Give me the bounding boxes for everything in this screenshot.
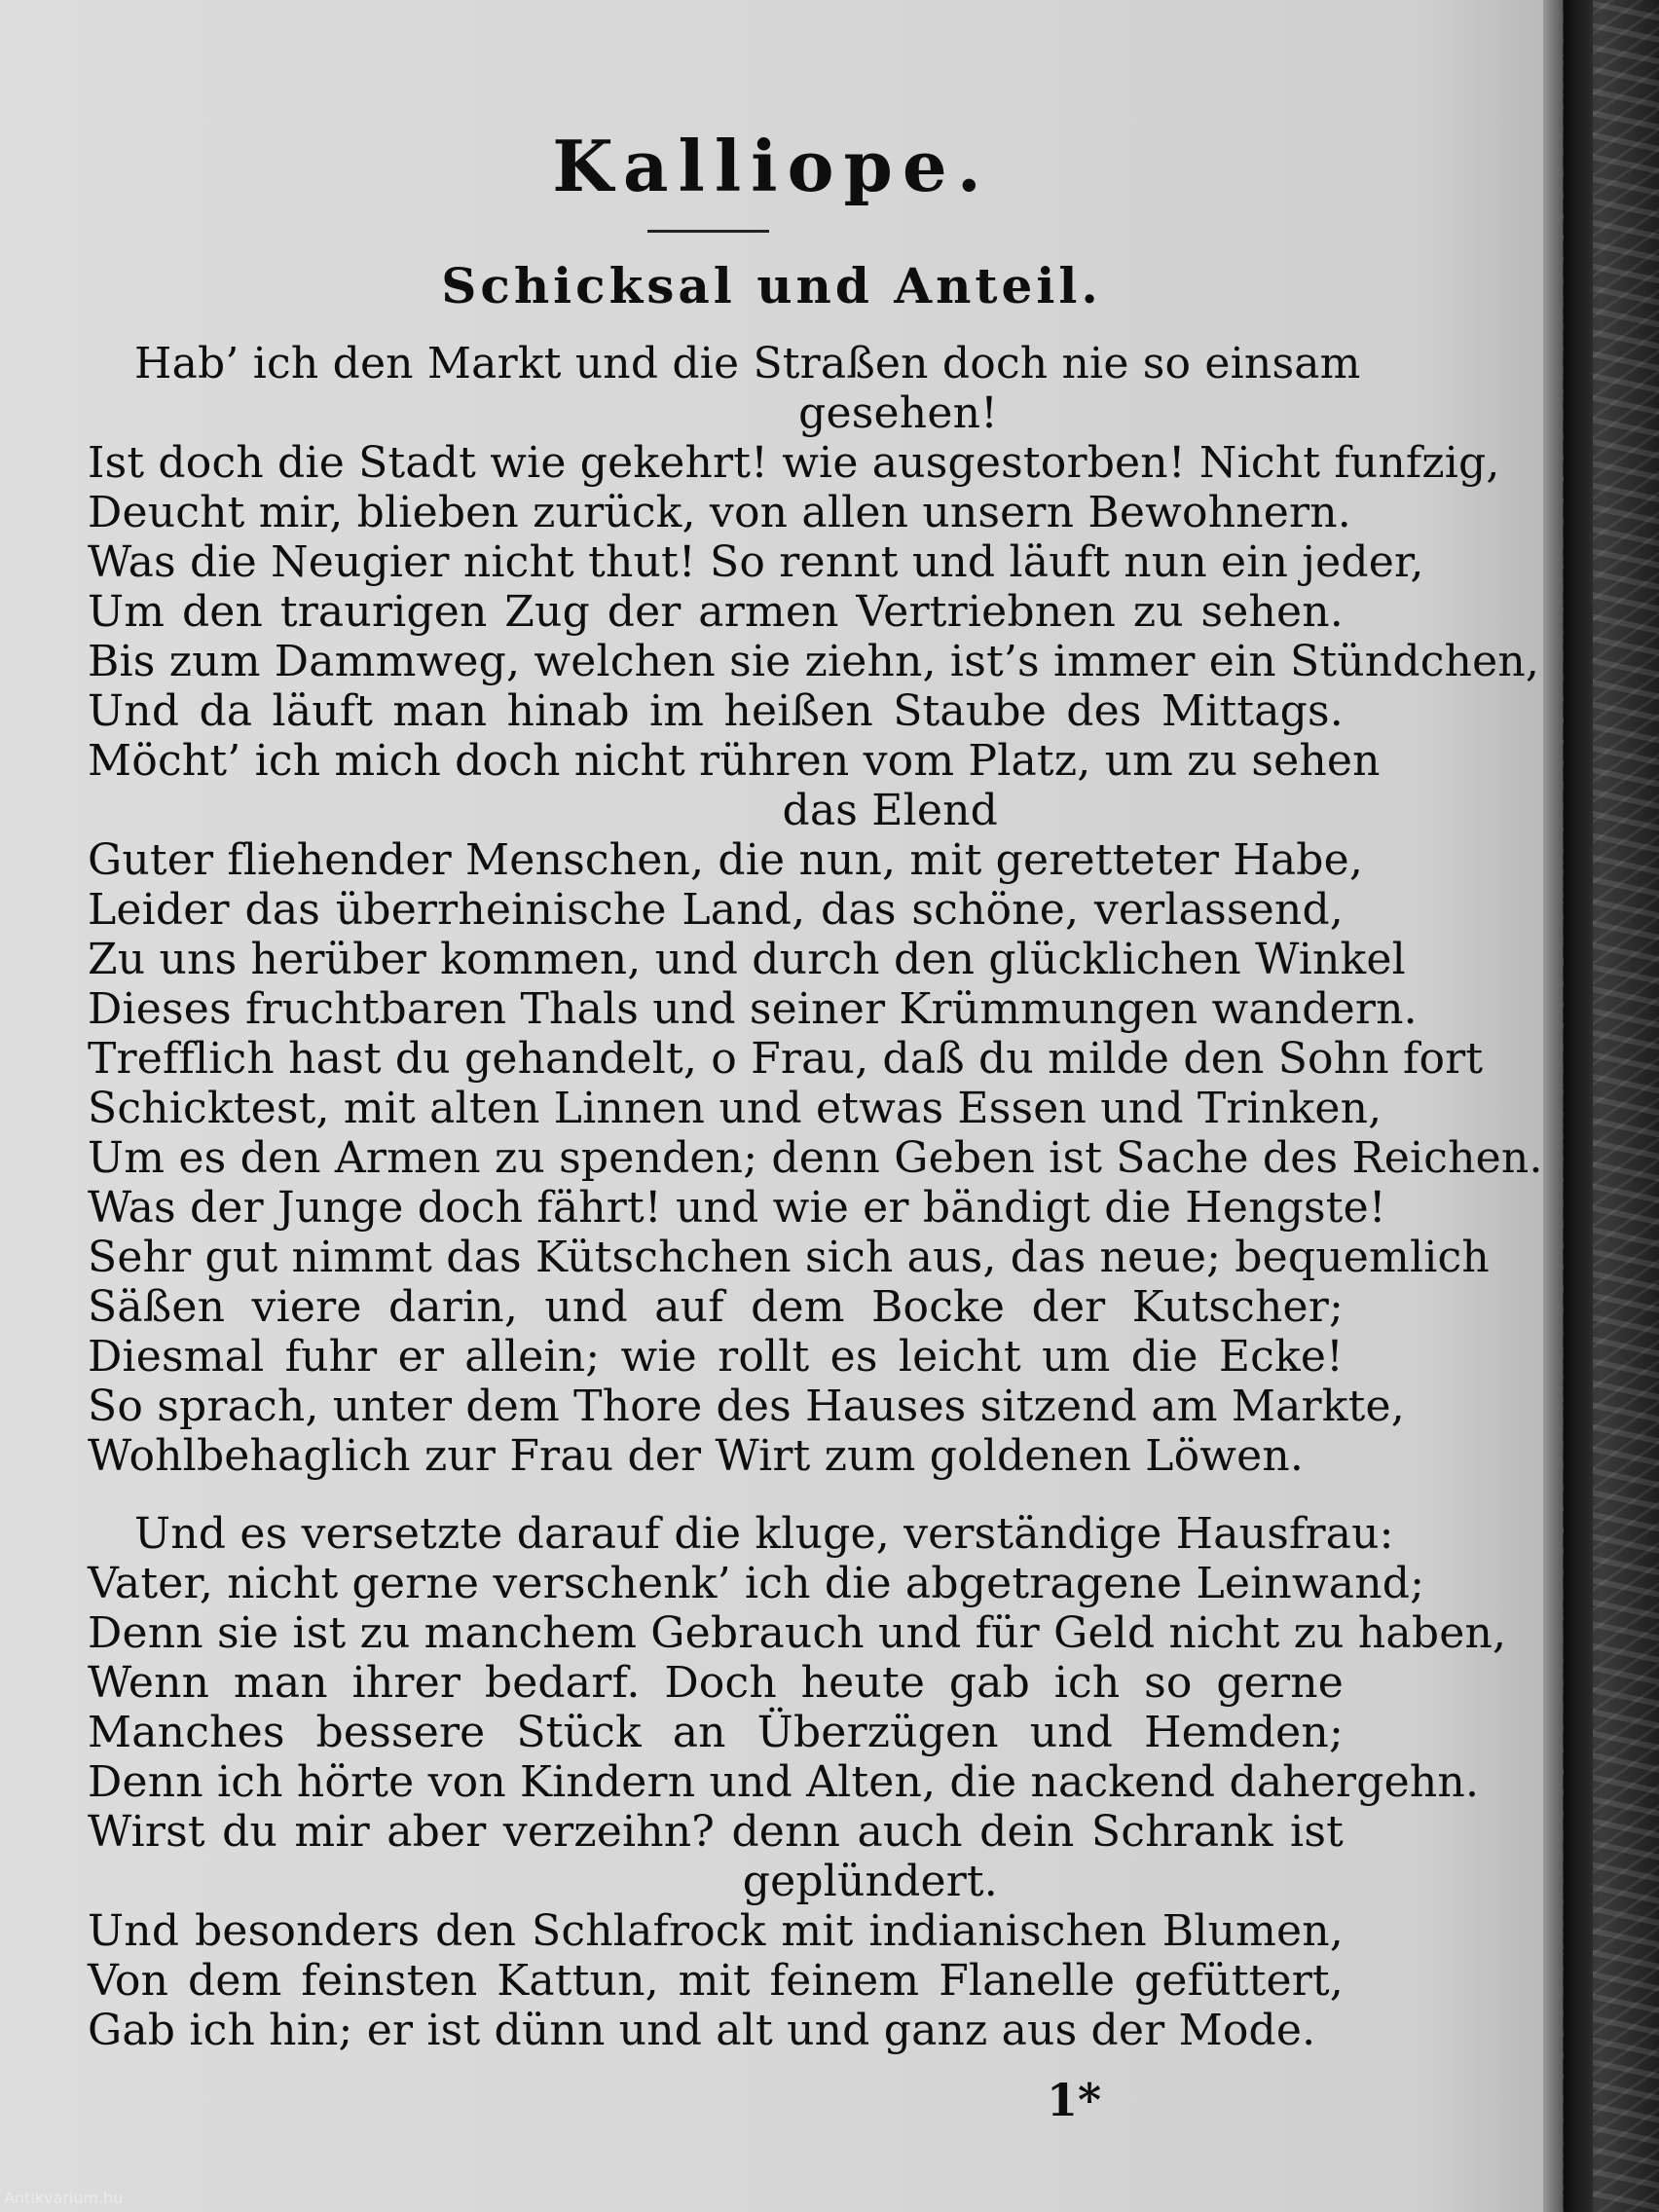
verse-line: Säßen viere darin, und auf dem Bocke der Kutscher; [88, 1282, 1344, 1332]
verse-line: Bis zum Dammweg, welchen sie ziehn, ist’s immer ein Stündchen, [88, 637, 1540, 686]
verse-line: Leider das überrheinische Land, das schöne, verlassend, [88, 885, 1344, 935]
verse-line: Trefflich hast du gehandelt, o Frau, daß du milde den Sohn fort [88, 1034, 1484, 1084]
verse-line: Gab ich hin; er ist dünn und alt und ganz aus der Mode. [88, 2006, 1316, 2055]
title-divider [647, 230, 769, 233]
stanza-2 [88, 1509, 1507, 2055]
verse-runover: gesehen! [798, 388, 998, 438]
verse-line: Wirst du mir aber verzeihn? denn auch dein Schrank ist [88, 1807, 1344, 1857]
signature-mark: 1* [1047, 2074, 1102, 2126]
verse-line: Denn sie ist zu manchem Gebrauch und für Geld nicht zu haben, [88, 1608, 1507, 1658]
page-title: Kalliope. [552, 125, 991, 207]
verse-line: Zu uns herüber kommen, und durch den glücklichen Winkel [88, 935, 1406, 984]
verse-line: Vater, nicht gerne verschenk’ ich die abgetragene Leinwand; [88, 1559, 1425, 1608]
verse-line: Von dem feinsten Kattun, mit feinem Flanelle gefüttert, [88, 1956, 1344, 2006]
verse-line: Denn ich hörte von Kindern und Alten, die nackend dahergehn. [88, 1757, 1480, 1807]
section-heading: Schicksal und Anteil. [441, 257, 1102, 314]
verse-line: So sprach, unter dem Thore des Hauses sitzend am Markte, [88, 1382, 1405, 1431]
verse-line: Und da läuft man hinab im heißen Staube des Mittags. [88, 686, 1344, 736]
verse-line: Dieses fruchtbaren Thals und seiner Krümmungen wandern. [88, 984, 1418, 1034]
verse-line: Wohlbehaglich zur Frau der Wirt zum goldenen Löwen. [88, 1431, 1305, 1481]
verse-line: Manches bessere Stück an Überzügen und Hemden; [88, 1708, 1344, 1757]
verse-line: Diesmal fuhr er allein; wie rollt es leicht um die Ecke! [88, 1332, 1344, 1382]
verse-line: Guter fliehender Menschen, die nun, mit geretteter Habe, [88, 835, 1364, 885]
verse-line: Schicktest, mit alten Linnen und etwas Essen und Trinken, [88, 1084, 1382, 1133]
verse-line: Möcht’ ich mich doch nicht rühren vom Platz, um zu sehen [88, 736, 1381, 786]
verse-runover: das Elend [782, 786, 998, 835]
verse-line: Was die Neugier nicht thut! So rennt und läuft nun ein jeder, [88, 537, 1424, 587]
verse-line: Sehr gut nimmt das Kütschchen sich aus, das neue; bequemlich [88, 1233, 1490, 1282]
verse-line: Um es den Armen zu spenden; denn Geben ist Sache des Reichen. [88, 1133, 1543, 1183]
verse-line: Und es versetzte darauf die kluge, verständige Hausfrau: [134, 1509, 1394, 1559]
verse-line: Um den traurigen Zug der armen Vertriebnen zu sehen. [88, 587, 1344, 637]
verse-runover: geplündert. [742, 1857, 998, 1906]
verse-line: Wenn man ihrer bedarf. Doch heute gab ich so gerne [88, 1658, 1344, 1708]
stanza-1 [88, 339, 1543, 1481]
verse-line: Was der Junge doch fährt! und wie er bändigt die Hengste! [88, 1183, 1386, 1233]
page-edge [1543, 0, 1563, 2212]
verse-line: Ist doch die Stadt wie gekehrt! wie ausgestorben! Nicht funfzig, [88, 438, 1500, 488]
binding-shadow [1564, 0, 1593, 2212]
verse-line: Deucht mir, blieben zurück, von allen unsern Bewohnern. [88, 488, 1351, 537]
watermark: Antikvarium.hu [4, 2189, 124, 2207]
verse-line: Hab’ ich den Markt und die Straßen doch nie so einsam [134, 339, 1361, 388]
verse-line: Und besonders den Schlafrock mit indianischen Blumen, [88, 1906, 1344, 1956]
